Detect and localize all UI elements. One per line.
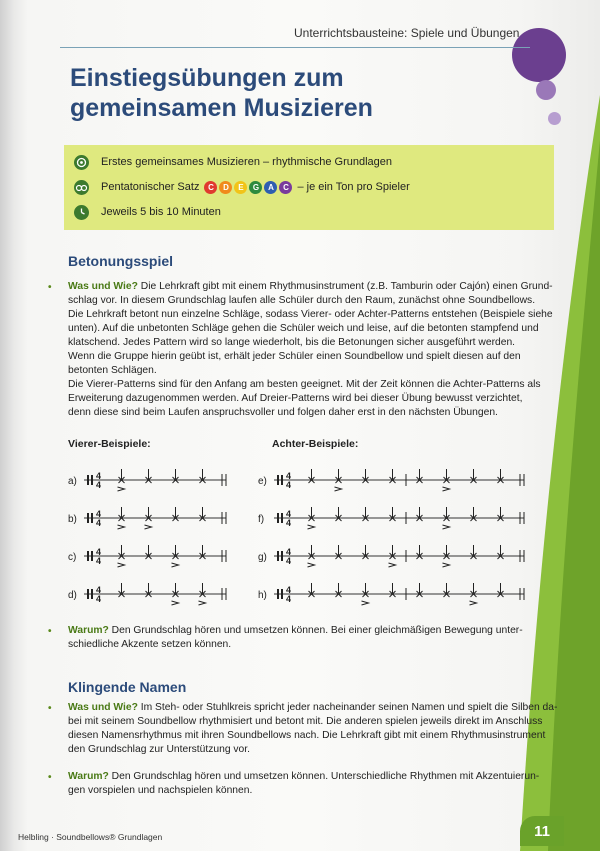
note-badge: C	[204, 181, 217, 194]
paragraph-line	[68, 715, 544, 729]
time-signature-bottom: 4	[96, 594, 102, 604]
paragraph-text: denn diese sind beim Laufen anspruchsvoller und folgen daher erst in den nächsten Übungen.	[68, 407, 498, 418]
paragraph-line	[68, 638, 544, 652]
note-badge: A	[264, 181, 277, 194]
paragraph-label: Was und Wie?	[68, 281, 138, 292]
time-signature-top: 4	[286, 585, 292, 595]
example-label: c)	[68, 552, 77, 563]
paragraph-warum-2	[68, 770, 544, 798]
info-goal-text: Erstes gemeinsames Musizieren – rhythmische Grundlagen	[101, 156, 393, 168]
paragraph-was-und-wie-2	[68, 701, 558, 757]
time-signature-bottom: 4	[96, 480, 102, 490]
page-number: 11	[520, 816, 564, 846]
footer-text: Helbling · Soundbellows® Grundlagen	[18, 832, 163, 842]
info-duration-text: Jeweils 5 bis 10 Minuten	[101, 206, 221, 218]
info-notes-prefix: Pentatonischer Satz	[101, 181, 200, 193]
example-label: h)	[258, 590, 267, 601]
note-badge: D	[219, 181, 232, 194]
paragraph-text: Den Grundschlag hören und umsetzen können. Bei einer gleichmäßigen Bewegung unter-	[108, 625, 523, 636]
example-label: b)	[68, 514, 77, 525]
bullet-dots: •	[48, 703, 52, 714]
paragraph-text: Die Vierer-Patterns sind für den Anfang am besten geeignet. Mit der Zeit können die Achter-Patterns als	[68, 379, 541, 390]
accent-mark	[118, 525, 125, 529]
paragraph-text: den Grundschlag zur Unterstützung vor.	[68, 744, 251, 755]
example-label: e)	[258, 476, 267, 487]
accent-mark	[145, 525, 152, 529]
paragraph-text: gen vorspielen und nachspielen können.	[68, 785, 253, 796]
paragraph-line	[68, 784, 544, 798]
time-signature-top: 4	[286, 509, 292, 519]
paragraph-line	[68, 743, 544, 757]
vierer-label: Vierer-Beispiele:	[68, 438, 151, 450]
paragraph-text: schiedliche Akzente setzen können.	[68, 639, 232, 650]
bullet-dots: •	[48, 282, 52, 293]
example-label: f)	[258, 514, 265, 525]
paragraph-line	[68, 624, 544, 638]
bullet-dots: •	[48, 626, 52, 637]
paragraph-text: Im Steh- oder Stuhlkreis spricht jeder nacheinander seinen Namen und spielt die Silben da-	[137, 702, 558, 713]
example-label: g)	[258, 552, 267, 563]
info-notes-suffix: – je ein Ton pro Spieler	[297, 181, 410, 193]
paragraph-text: Die Lehrkraft betont nun einzelne Schläge, sodass Vierer- oder Achter-Patterns entstehen (Beispiele siehe	[68, 309, 553, 320]
time-signature-top: 4	[96, 547, 102, 557]
time-signature-top: 4	[286, 547, 292, 557]
time-signature-top: 4	[96, 509, 102, 519]
accent-mark	[118, 563, 125, 567]
paragraph-text: schlag vor. In diesem Grundschlag laufen alle Schüler durch den Raum, zunächst ohne Soundbellows.	[68, 295, 536, 306]
section-header: Unterrichtsbausteine: Spiele und Übungen	[294, 26, 520, 40]
paragraph-line	[68, 770, 544, 784]
paragraph-text: bei mit seinem Soundbellow rhythmisiert und betont mit. Die anderen spielen jeweils direkt im Anschluss	[68, 716, 543, 727]
note-badge: C	[279, 181, 292, 194]
accent-mark	[470, 601, 477, 605]
time-signature-bottom: 4	[286, 594, 292, 604]
accent-mark	[308, 563, 315, 567]
paragraph-label: Was und Wie?	[68, 702, 138, 713]
page-title-line1: Einstiegsübungen zum	[70, 64, 344, 92]
heading-betonungsspiel: Betonungsspiel	[68, 253, 174, 269]
paragraph-text: Die Lehrkraft gibt mit einem Rhythmusinstrument (z.B. Tamburin oder Cajón) einen Grund-	[137, 281, 553, 292]
paragraph-text: betonten Schlägen.	[68, 365, 157, 376]
time-signature-bottom: 4	[286, 480, 292, 490]
accent-mark	[443, 487, 450, 491]
paragraph-label: Warum?	[68, 625, 109, 636]
accent-mark	[443, 525, 450, 529]
page-title-line2: gemeinsamen Musizieren	[70, 94, 373, 122]
time-signature-bottom: 4	[286, 556, 292, 566]
accent-mark	[362, 601, 369, 605]
time-signature-top: 4	[96, 585, 102, 595]
paragraph-label: Warum?	[68, 771, 109, 782]
accent-mark	[172, 601, 179, 605]
accent-mark	[172, 563, 179, 567]
heading-klingende-namen: Klingende Namen	[68, 679, 187, 695]
paragraph-text: klatschend. Jedes Pattern wird so lange wiederholt, bis die Betonungen sicher ausgeführt werden.	[68, 337, 516, 348]
accent-mark	[443, 563, 450, 567]
achter-label: Achter-Beispiele:	[272, 438, 359, 450]
time-signature-bottom: 4	[286, 518, 292, 528]
time-signature-top: 4	[96, 471, 102, 481]
bullet-dots: •	[48, 772, 52, 783]
paragraph-text: Wenn die Gruppe hierin geübt ist, erhält jeder Schüler einen Soundbellow und spielt diesen auf den	[68, 351, 521, 362]
accent-mark	[118, 487, 125, 491]
time-signature-top: 4	[286, 471, 292, 481]
accent-mark	[199, 601, 206, 605]
accent-mark	[335, 487, 342, 491]
paragraph-text: diesen Namensrhythmus mit ihren Soundbellows nach. Die Lehrkraft gibt mit einem Rhythmusinstrument	[68, 730, 546, 741]
paragraph-line	[68, 701, 558, 715]
accent-mark	[389, 563, 396, 567]
paragraph-text: Den Grundschlag hören und umsetzen können. Unterschiedliche Rhythmen mit Akzentuierun-	[108, 771, 540, 782]
paragraph-warum-1	[68, 624, 544, 652]
example-label: a)	[68, 476, 77, 487]
paragraph-line	[68, 729, 544, 743]
paragraph-text: unten). Auf die unbetonten Schläge gehen die Schüler weich und leise, auf die betonten stampfend und	[68, 323, 539, 334]
note-badge: G	[249, 181, 262, 194]
paragraph-text: Erweiterung dazugenommen werden. Auf Dreier-Patterns wird bei dieser Übung bewusst verzichtet,	[68, 393, 523, 404]
accent-mark	[308, 525, 315, 529]
time-signature-bottom: 4	[96, 518, 102, 528]
example-label: d)	[68, 590, 77, 601]
note-badge: E	[234, 181, 247, 194]
time-signature-bottom: 4	[96, 556, 102, 566]
